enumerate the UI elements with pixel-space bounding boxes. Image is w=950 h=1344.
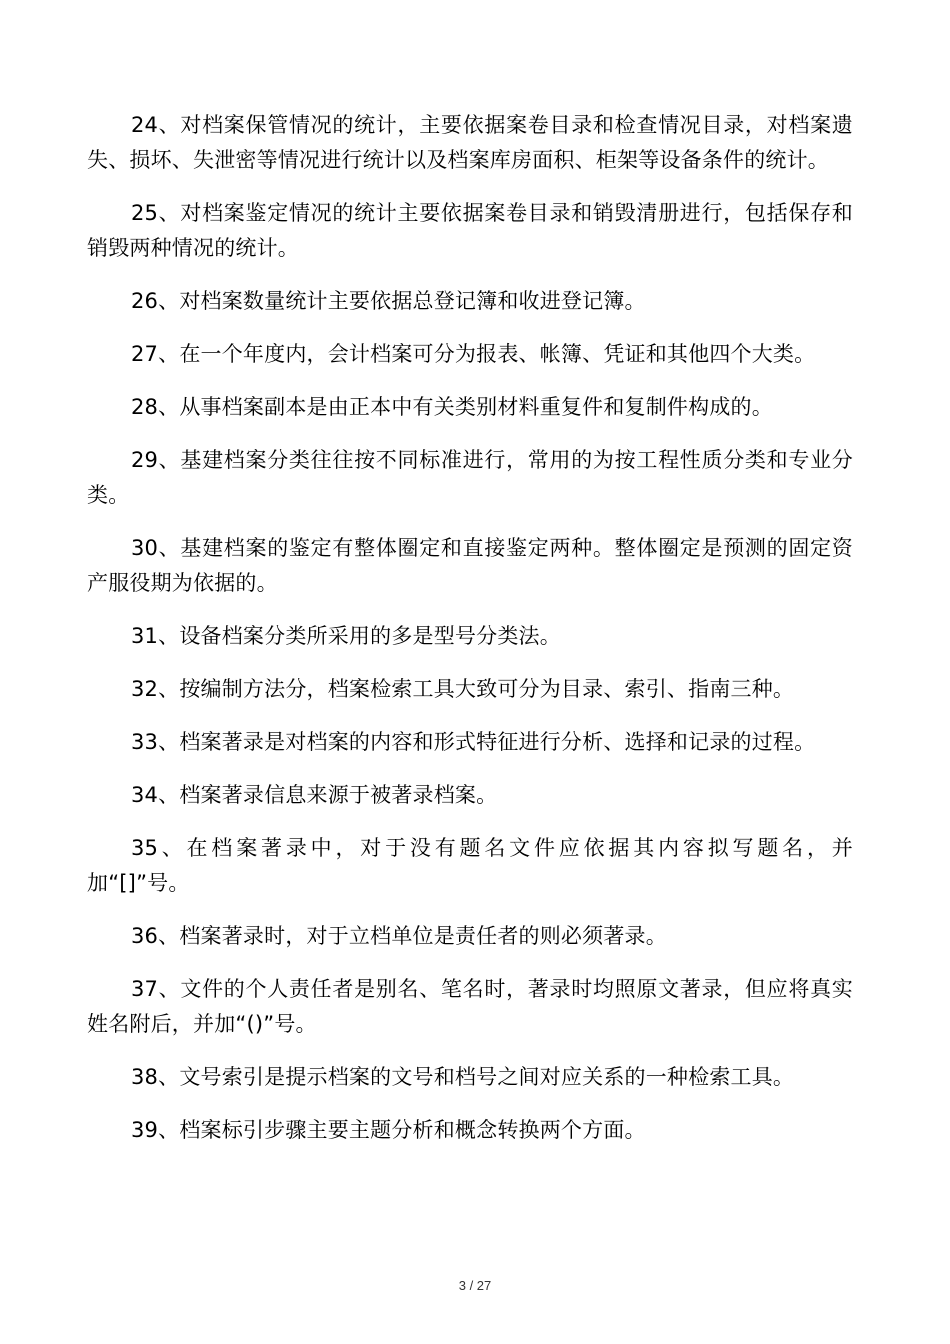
- paragraph-25: 25、对档案鉴定情况的统计主要依据案卷目录和销毁清册进行，包括保存和销毁两种情况的统计。: [87, 201, 853, 260]
- paragraph-34: 34、档案著录信息来源于被著录档案。: [131, 783, 498, 807]
- paragraph-26: 26、对档案数量统计主要依据总登记簿和收进登记簿。: [131, 289, 646, 313]
- paragraph-30: 30、基建档案的鉴定有整体圈定和直接鉴定两种。整体圈定是预测的固定资产服役期为依据的。: [87, 536, 853, 595]
- paragraph-27: 27、在一个年度内，会计档案可分为报表、帐簿、凭证和其他四个大类。: [131, 342, 816, 366]
- document-body: [87, 108, 853, 1166]
- paragraph-33: 33、档案著录是对档案的内容和形式特征进行分析、选择和记录的过程。: [131, 730, 816, 754]
- page-number: 3 / 27: [458, 1278, 492, 1293]
- paragraph-29: 29、基建档案分类往往按不同标准进行，常用的为按工程性质分类和专业分类。: [87, 448, 853, 507]
- paragraph-28: 28、从事档案副本是由正本中有关类别材料重复件和复制件构成的。: [131, 395, 773, 419]
- paragraph-32: 32、按编制方法分，档案检索工具大致可分为目录、索引、指南三种。: [131, 677, 795, 701]
- paragraph-36: 36、档案著录时，对于立档单位是责任者的则必须著录。: [131, 924, 667, 948]
- paragraph-37: 37、文件的个人责任者是别名、笔名时，著录时均照原文著录，但应将真实姓名附后，并加“()”号。: [87, 977, 853, 1036]
- paragraph-31: 31、设备档案分类所采用的多是型号分类法。: [131, 624, 561, 648]
- paragraph-24: 24、对档案保管情况的统计，主要依据案卷目录和检查情况目录，对档案遗失、损坏、失泄密等情况进行统计以及档案库房面积、柜架等设备条件的统计。: [87, 113, 853, 172]
- paragraph-38: 38、文号索引是提示档案的文号和档号之间对应关系的一种检索工具。: [131, 1065, 795, 1089]
- paragraph-35: 35、在档案著录中，对于没有题名文件应依据其内容拟写题名，并加“[]”号。: [87, 836, 853, 895]
- paragraph-39: 39、档案标引步骤主要主题分析和概念转换两个方面。: [131, 1118, 646, 1142]
